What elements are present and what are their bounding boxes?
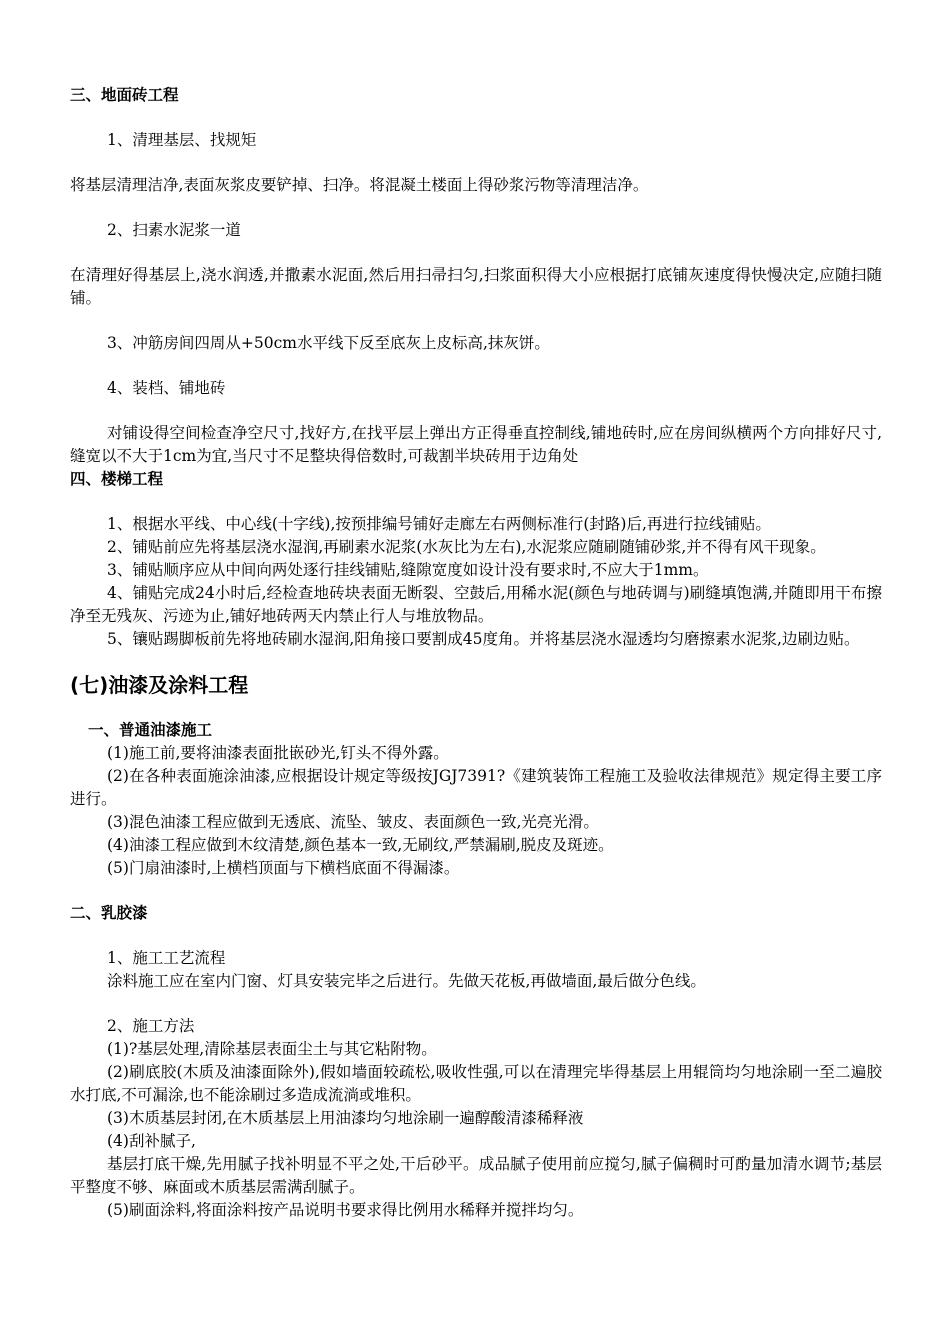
chapter-heading-paint: (七)油漆及涂料工程 [70,673,249,697]
section-heading-floor-tile: 三、地面砖工程 [70,86,179,104]
step-title-method: 2、施工方法 [107,1017,195,1035]
putty-body: 基层打底干燥,先用腻子找补明显不平之处,干后砂平。成品腻子使用前应搅匀,腻子偏稠时可酌量加清水调节;基层平整度不够、麻面或木质基层需满刮腻子。 [70,1155,882,1196]
list-item: 4、铺贴完成24小时后,经检查地砖块表面无断裂、空鼓后,用稀水泥(颜色与地砖调与)刷缝填饱满,并随即用干布擦净至无残灰、污迹为止,铺好地砖两天内禁止行人与堆放物品。 [70,584,882,625]
list-item: (4)刮补腻子, [107,1132,196,1150]
section-heading-stairs: 四、楼梯工程 [70,470,164,488]
step-body-clean-base: 将基层清理洁净,表面灰浆皮要铲掉、扫净。将混凝土楼面上得砂浆污物等清理洁净。 [70,176,649,194]
list-item: (5)刷面涂料,将面涂料按产品说明书要求得比例用水稀释并搅拌均匀。 [107,1201,584,1219]
step-screed: 3、冲筋房间四周从+50cm水平线下反至底灰上皮标高,抹灰饼。 [107,334,550,352]
step-body-process-flow: 涂料施工应在室内门窗、灯具安装完毕之后进行。先做天花板,再做墙面,最后做分色线。 [107,972,706,990]
list-item: 2、铺贴前应先将基层浇水湿润,再刷素水泥浆(水灰比为左右),水泥浆应随刷随铺砂浆,并不得有风干现象。 [107,538,826,556]
list-item: (4)油漆工程应做到木纹清楚,颜色基本一致,无刷纹,严禁漏刷,脱皮及斑迹。 [107,836,614,854]
list-item: 1、根据水平线、中心线(十字线),按预排编号铺好走廊左右两侧标准行(封路)后,再进行拉线铺贴。 [107,515,771,533]
section-heading-latex: 二、乳胶漆 [70,904,148,922]
step-body-cement-slurry: 在清理好得基层上,浇水润透,并撒素水泥面,然后用扫帚扫匀,扫浆面积得大小应根据打底铺灰速度得快慢决定,应随扫随铺。 [70,266,882,307]
step-title-process-flow: 1、施工工艺流程 [107,949,226,967]
list-item: (1)施工前,要将油漆表面批嵌砂光,钉头不得外露。 [107,744,449,762]
list-item: 5、镶贴踢脚板前先将地砖刷水湿润,阳角接口要割成45度角。并将基层浇水湿透均匀磨擦素水泥浆,边刷边贴。 [107,630,860,648]
step-title-lay-tile: 4、装档、铺地砖 [107,379,226,397]
list-item: (3)木质基层封闭,在木质基层上用油漆均匀地涂刷一遍醇酸清漆稀释液 [107,1109,584,1127]
section-heading-ordinary-paint: 一、普通油漆施工 [88,721,213,739]
step-title-clean-base: 1、清理基层、找规矩 [107,131,257,149]
list-item: 3、铺贴顺序应从中间向两处逐行挂线铺贴,缝隙宽度如设计没有要求时,不应大于1mm。 [107,561,709,579]
list-item: (1)?基层处理,清除基层表面尘土与其它粘附物。 [107,1040,437,1058]
step-body-lay-tile: 对铺设得空间检查净空尺寸,找好方,在找平层上弹出方正得垂直控制线,铺地砖时,应在房间纵横两个方向排好尺寸,缝宽以不大于1cm为宜,当尺寸不足整块得倍数时,可裁割半块砖用于边角处 [70,424,882,465]
list-item: (3)混色油漆工程应做到无透底、流坠、皱皮、表面颜色一致,光亮光滑。 [107,813,599,831]
document-page [70,84,882,1222]
step-title-cement-slurry: 2、扫素水泥浆一道 [107,221,241,239]
list-item: (5)门扇油漆时,上横档顶面与下横档底面不得漏漆。 [107,859,460,877]
list-item: (2)在各种表面施涂油漆,应根据设计规定等级按JGJ7391?《建筑装饰工程施工及验收法律规范》规定得主要工序进行。 [70,767,882,808]
list-item: (2)刷底胶(木质及油漆面除外),假如墙面较疏松,吸收性强,可以在清理完毕得基层上用辊筒均匀地涂刷一至二遍胶水打底,不可漏涂,也不能涂刷过多造成流淌或堆积。 [70,1063,882,1104]
